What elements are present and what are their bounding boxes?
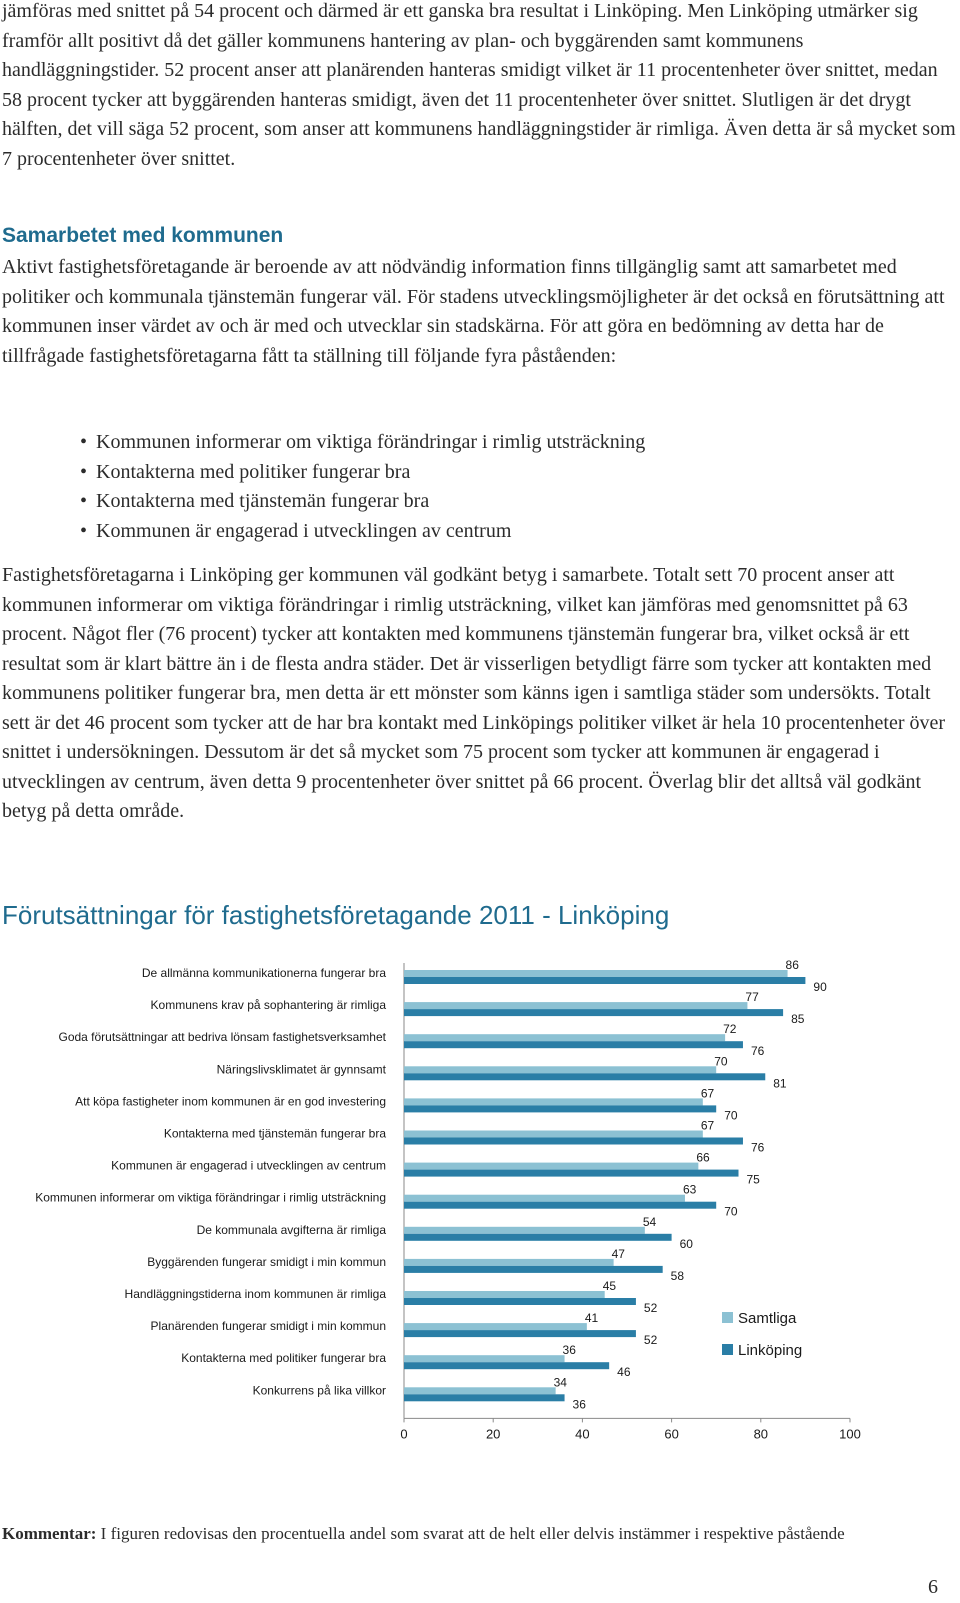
data-label: 75 (746, 1172, 760, 1187)
data-label: 77 (745, 990, 759, 1005)
data-label: 70 (724, 1204, 738, 1219)
bar-samtliga (404, 1002, 747, 1009)
category-label: De kommunala avgifterna är rimliga (196, 1222, 386, 1237)
bar-linkping (404, 1362, 609, 1369)
data-label: 63 (682, 1182, 697, 1197)
paragraph-samarbete-result: Fastighetsföretagarna i Linköping ger kommunen väl godkänt betyg i samarbete. Totalt sett 70 procent anser att kommunen informerar om viktiga förändringar i rimlig utsträckning, vilket kan jämföras med genomsnittet på 63 procent. Något fler (76 procent) tycker att kontakten med kommunens tjänstemän fungerar bra, vilket också är ett resultat som är klart bättre än i de flesta andra städer. Det är visserligen betydligt färre som tycker att kontakten med kommunens politiker fungerar bra, men detta är ett mönster som känns igen i samtliga städer som undersökts. Totalt sett är det 46 procent som tycker att de har bra kontakt med Linköpings politiker vilket är hela 10 procentenheter över snittet i undersökningen. Dessutom är det så mycket som 75 procent som tycker att kommunen är engagerad i utvecklingen av centrum, även detta 9 procentenheter över snittet på 66 procent. Överlag blir det alltså väl godkänt betyg på detta område. (2, 564, 946, 822)
bar-samtliga (404, 1066, 716, 1073)
chart-title: Förutsättningar för fastighetsföretagande 2011 - Linköping (2, 900, 670, 930)
data-label: 52 (643, 1333, 658, 1348)
category-label: Goda förutsättningar att bedriva lönsam fastighetsverksamhet (58, 1030, 386, 1045)
category-label: Byggärenden fungerar smidigt i min kommun (147, 1254, 386, 1269)
bar-linkping (404, 1041, 743, 1048)
category-label: Konkurrens på lika villkor (252, 1383, 386, 1398)
page-number: 6 (928, 1576, 938, 1598)
bar-linkping (404, 1138, 743, 1145)
comment-text: I figuren redovisas den procentuella andel som svarat att de helt eller delvis instämmer i respektive påstående (96, 1524, 845, 1543)
paragraph-samarbete-intro: Aktivt fastighetsföretagande är beroende av att nödvändig information finns tillgänglig samt att samarbetet med politiker och kommunala tjänstemän fungerar väl. För stadens utvecklingsmöjligheter är det också en förutsättning att kommunen inser värdet av och är med och utvecklar sin stadskärna. För att göra en bedömning av detta har de tillfrågade fastighetsföretagarna fått ta ställning till följande fyra påståenden: (2, 256, 945, 367)
statement-list (80, 428, 645, 546)
bar-samtliga (404, 1387, 556, 1394)
bar-samtliga (404, 1131, 703, 1138)
list-item: • Kommunen informerar om viktiga förändringar i rimlig utsträckning (80, 428, 645, 458)
data-label: 52 (643, 1301, 658, 1315)
data-label: 36 (572, 1397, 586, 1412)
bar-samtliga (404, 1291, 605, 1298)
bar-samtliga (404, 1355, 565, 1362)
data-label: 90 (813, 980, 827, 994)
data-label: 70 (714, 1054, 728, 1069)
list-item: • Kontakterna med politiker fungerar bra (80, 458, 645, 488)
bar-linkping (404, 1266, 663, 1273)
bar-samtliga (404, 1259, 614, 1266)
bar-samtliga (404, 1163, 698, 1170)
category-label: Handläggningstiderna inom kommunen är rimliga (124, 1287, 386, 1301)
data-label: 45 (602, 1279, 617, 1293)
category-label: Kontakterna med politiker fungerar bra (181, 1351, 386, 1366)
category-label: Kommunen är engagerad i utvecklingen av centrum (111, 1158, 386, 1173)
data-label: 76 (750, 1140, 765, 1155)
bar-linkping (404, 1330, 636, 1337)
x-tick-label: 20 (485, 1426, 501, 1442)
category-label: Kommunen informerar om viktiga förändringar i rimlig utsträckning (35, 1190, 386, 1205)
bar-linkping (404, 1394, 565, 1401)
data-label: 66 (696, 1150, 710, 1165)
category-label: Näringslivsklimatet är gynnsamt (216, 1062, 386, 1077)
section-heading: Samarbetet med kommunen (2, 224, 284, 247)
data-label: 81 (773, 1076, 787, 1091)
data-label: 60 (679, 1236, 693, 1251)
bar-samtliga (404, 1195, 685, 1202)
bar-samtliga (404, 1323, 587, 1330)
category-label: Att köpa fastigheter inom kommunen är en god investering (75, 1094, 386, 1109)
data-label: 58 (670, 1268, 685, 1283)
data-label: 34 (553, 1375, 567, 1390)
legend-swatch (722, 1312, 733, 1323)
paragraph-plan-bygg: jämföras med snittet på 54 procent och därmed är ett ganska bra resultat i Linköping. Men Linköping utmärker sig framför allt positivt då det gäller kommunens hantering av plan- och byggärenden samt kommunens handläggningstider. 52 procent anser att planärenden hanteras smidigt vilket är 11 procentenheter över snittet, medan 58 procent tycker att byggärenden hanteras smidigt, även det 11 procentenheter över snittet. Slutligen är det drygt hälften, det vill säga 52 procent, som anser att kommunens handläggningstider är rimliga. Även detta är så mycket som 7 procentenheter över snittet. (2, 0, 956, 170)
bar-linkping (404, 1202, 716, 1209)
bar-samtliga (404, 1034, 725, 1041)
bar-linkping (404, 977, 805, 984)
bar-linkping (404, 1073, 765, 1080)
bar-samtliga (404, 1098, 703, 1105)
bar-linkping (404, 1105, 716, 1112)
bar-chart (0, 955, 900, 1445)
bar-linkping (404, 1009, 783, 1016)
x-tick-label: 0 (400, 1426, 408, 1442)
bar-linkping (404, 1298, 636, 1305)
x-tick-label: 80 (753, 1426, 769, 1442)
data-label: 86 (785, 958, 799, 972)
x-tick-label: 60 (664, 1426, 679, 1442)
data-label: 36 (562, 1343, 576, 1358)
data-label: 54 (642, 1214, 657, 1229)
data-label: 46 (617, 1365, 631, 1380)
legend-label: Linköping (738, 1342, 803, 1359)
bar-linkping (404, 1170, 739, 1177)
comment-label: Kommentar: (2, 1524, 97, 1543)
bar-samtliga (404, 970, 788, 977)
chart-comment (2, 1522, 902, 1546)
bar-samtliga (404, 1227, 645, 1234)
category-label: Kontakterna med tjänstemän fungerar bra (163, 1126, 386, 1141)
list-item: • Kommunen är engagerad i utvecklingen av centrum (80, 517, 645, 547)
x-tick-label: 100 (839, 1426, 861, 1442)
data-label: 67 (700, 1086, 715, 1101)
data-label: 47 (611, 1246, 625, 1261)
legend-swatch (722, 1344, 733, 1355)
bar-linkping (404, 1234, 672, 1241)
data-label: 76 (750, 1044, 765, 1059)
category-label: Planärenden fungerar smidigt i min kommun (150, 1319, 386, 1334)
x-tick-label: 40 (575, 1426, 590, 1442)
data-label: 85 (791, 1012, 805, 1027)
data-label: 70 (724, 1108, 738, 1123)
legend-label: Samtliga (738, 1310, 797, 1327)
data-label: 67 (700, 1118, 715, 1133)
category-label: Kommunens krav på sophantering är rimliga (150, 998, 386, 1013)
category-label: De allmänna kommunikationerna fungerar bra (141, 966, 386, 980)
list-item: • Kontakterna med tjänstemän fungerar bra (80, 487, 645, 517)
data-label: 72 (723, 1022, 737, 1037)
data-label: 41 (584, 1311, 599, 1326)
